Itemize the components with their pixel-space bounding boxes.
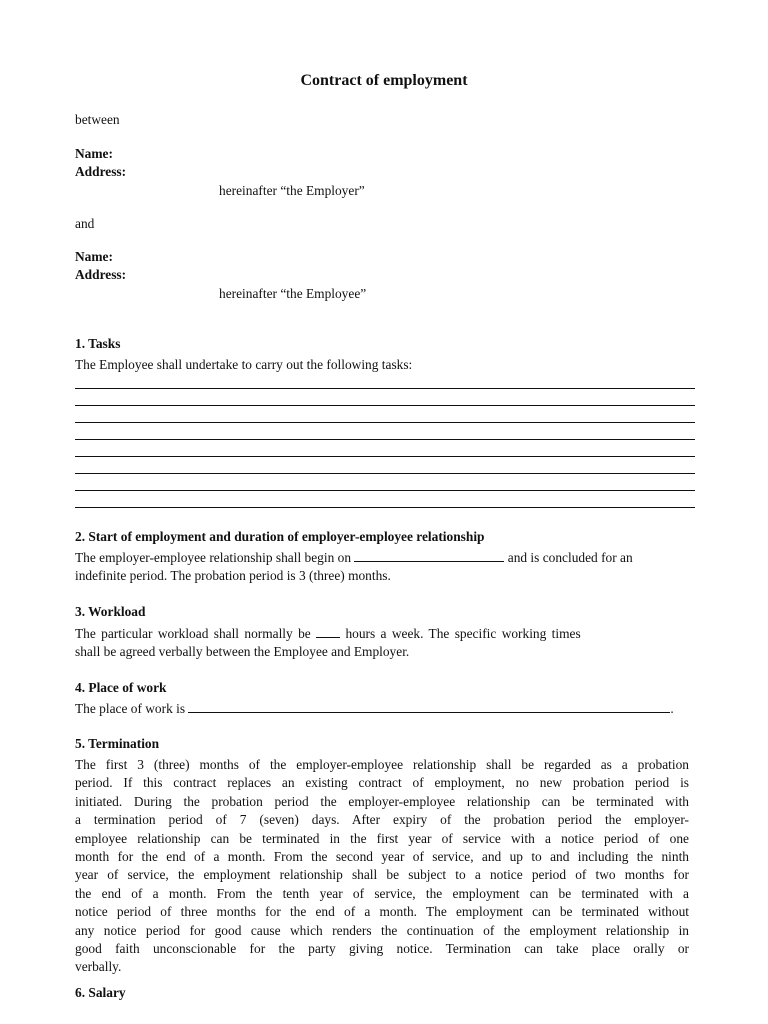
employer-name-label: Name: (75, 146, 113, 161)
task-blank-line[interactable] (75, 439, 695, 440)
start-text-after: and is concluded for an (507, 550, 633, 565)
termination-line: The first 3 (three) months of the employer-employee relationship shall be regarded as a probation (75, 757, 689, 772)
employer-hereinafter: hereinafter “the Employer” (219, 183, 365, 198)
termination-line: the end of a month. From the tenth year of service, the employment can be terminated with a (75, 885, 689, 901)
start-date-blank[interactable] (354, 549, 504, 562)
section-termination-heading: 5. Termination (75, 736, 160, 751)
employee-hereinafter: hereinafter “the Employee” (219, 286, 367, 301)
place-blank[interactable] (188, 700, 670, 713)
task-blank-line[interactable] (75, 422, 695, 423)
employee-name-label: Name: (75, 249, 113, 264)
between-label: between (75, 112, 120, 127)
section-place-heading: 4. Place of work (75, 680, 167, 695)
place-text-after: . (670, 701, 674, 716)
section-workload-line1 (75, 625, 581, 643)
document-title: Contract of employment (300, 72, 468, 89)
employee-address-label: Address: (75, 267, 127, 282)
termination-line: initiated. During the probation period the employer-employee relationship can be terminated with (75, 793, 689, 809)
section-tasks-intro: The Employee shall undertake to carry out the following tasks: (75, 357, 413, 372)
termination-line: year of service, the employment relationship shall be subject to a notice period of two months for (75, 867, 689, 883)
task-blank-line[interactable] (75, 507, 695, 508)
termination-line: verbally. (75, 959, 122, 975)
section-start-heading: 2. Start of employment and duration of employer-employee relationship (75, 529, 485, 544)
section-start-line1 (75, 549, 633, 567)
termination-line: period. If this contract replaces an existing contract of employment, no new probation period is (75, 775, 689, 791)
termination-line: month for the end of a month. From the second year of service, and up to and including the ninth (75, 849, 689, 865)
task-blank-line[interactable] (75, 473, 695, 474)
section-workload-line2: shall be agreed verbally between the Employee and Employer. (75, 644, 410, 659)
employer-address-label: Address: (75, 164, 127, 179)
section-start-line2: indefinite period. The probation period is 3 (three) months. (75, 568, 391, 583)
section-workload-heading: 3. Workload (75, 604, 146, 619)
section-salary-heading: 6. Salary (75, 985, 126, 1000)
task-blank-line[interactable] (75, 490, 695, 491)
task-blank-line[interactable] (75, 456, 695, 457)
termination-line: a termination period of 7 (seven) days. After expiry of the probation period the employer- (75, 812, 689, 828)
workload-text-before: The particular workload shall normally be (75, 626, 311, 641)
workload-text-after: hours a week. The specific working times (345, 626, 581, 641)
section-tasks-heading: 1. Tasks (75, 336, 121, 351)
section-termination-body (75, 756, 689, 977)
start-text-before: The employer-employee relationship shall begin on (75, 550, 352, 565)
and-label: and (75, 216, 95, 231)
termination-line: good faith unconscionable for the party giving notice. Termination can take place orally or (75, 941, 689, 957)
termination-line: any notice period for good cause which renders the continuation of the employment relationship in (75, 922, 689, 938)
termination-line: employee relationship can be terminated in the first year of service with a notice period of one (75, 830, 689, 846)
termination-line: notice period of three months for the end of a month. The employment can be terminated without (75, 904, 689, 920)
task-blank-line[interactable] (75, 388, 695, 389)
section-place-line (75, 700, 674, 718)
task-blank-line[interactable] (75, 405, 695, 406)
hours-blank[interactable] (316, 625, 340, 638)
place-text-before: The place of work is (75, 701, 186, 716)
